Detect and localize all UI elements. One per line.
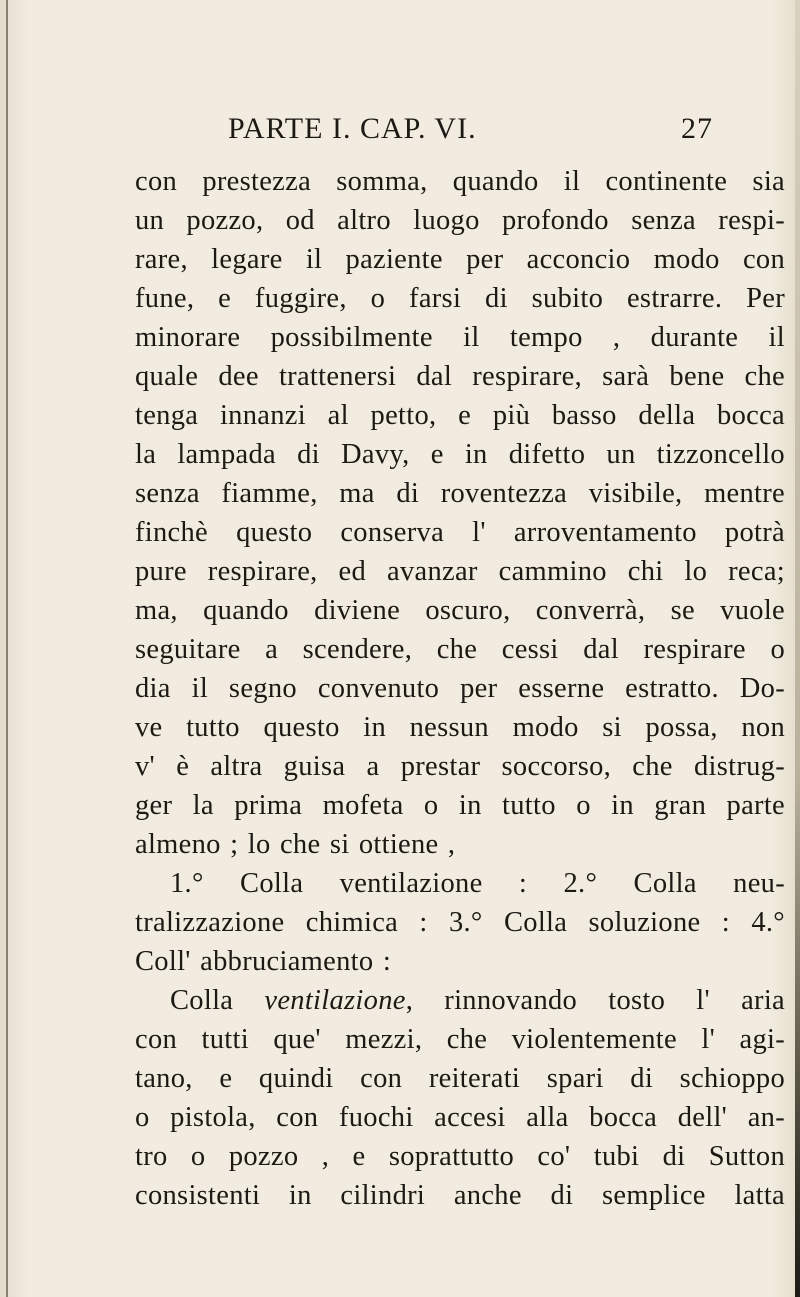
text-line: tralizzazione chimica : 3.° Colla soluzione : 4.° — [135, 907, 785, 938]
italic-term: ventilazione — [264, 985, 406, 1016]
text-line: dia il segno convenuto per esserne estratto. Do- — [135, 673, 785, 704]
text-line: fune, e fuggire, o farsi di subito estrarre. Per — [135, 283, 785, 314]
text-line: o pistola, con fuochi accesi alla bocca dell' an- — [135, 1102, 785, 1133]
text-line: 1.° Colla ventilazione : 2.° Colla neu- — [170, 868, 785, 899]
text-line: la lampada di Davy, e in difetto un tizzoncello — [135, 439, 785, 470]
running-title: PARTE I. CAP. VI. — [228, 112, 477, 145]
text-line: un pozzo, od altro luogo profondo senza respi- — [135, 205, 785, 236]
text-line: rare, legare il paziente per acconcio modo con — [135, 244, 785, 275]
text-line: v' è altra guisa a prestar soccorso, che distrug- — [135, 751, 785, 782]
page-number: 27 — [681, 112, 713, 145]
text-line: minorare possibilmente il tempo , durante il — [135, 322, 785, 353]
text-line: con tutti que' mezzi, che violentemente l' agi- — [135, 1024, 785, 1055]
line-text-before: Colla — [170, 985, 265, 1016]
text-line: con prestezza somma, quando il continente sia — [135, 166, 785, 197]
text-line: quale dee trattenersi dal respirare, sarà bene che — [135, 361, 785, 392]
text-line: tano, e quindi con reiterati spari di schioppo — [135, 1063, 785, 1094]
text-line: pure respirare, ed avanzar cammino chi lo reca; — [135, 556, 785, 587]
text-line: tro o pozzo , e soprattutto co' tubi di Sutton — [135, 1141, 785, 1172]
text-line: consistenti in cilindri anche di semplice latta — [135, 1180, 785, 1211]
text-line: almeno ; lo che si ottiene , — [135, 829, 456, 860]
text-line: ma, quando diviene oscuro, converrà, se vuole — [135, 595, 785, 626]
text-line: tenga innanzi al petto, e più basso della bocca — [135, 400, 785, 431]
text-line: Coll' abbruciamento : — [135, 946, 392, 977]
text-line — [170, 981, 785, 1021]
text-line: finchè questo conserva l' arroventamento potrà — [135, 517, 785, 548]
text-line: ve tutto questo in nessun modo si possa, non — [135, 712, 785, 743]
line-text-after: , rinnovando tosto l' aria — [405, 985, 785, 1016]
text-line: ger la prima mofeta o in tutto o in gran parte — [135, 790, 785, 821]
text-line: seguitare a scendere, che cessi dal respirare o — [135, 634, 785, 665]
text-line: senza fiamme, ma di roventezza visibile, mentre — [135, 478, 785, 509]
